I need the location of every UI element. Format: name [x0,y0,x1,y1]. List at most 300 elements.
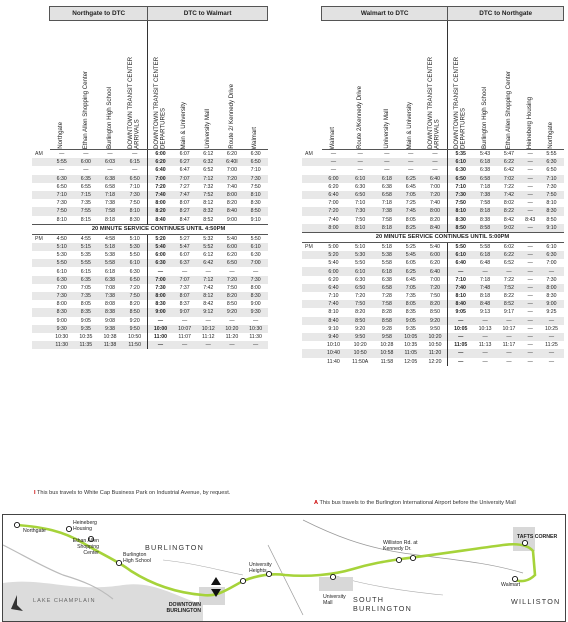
stop-marker-northgate [14,522,19,527]
time-cell: 7:38 [98,292,122,300]
stop-marker-main-university [240,578,245,583]
time-cell: 6:00 [220,243,244,251]
time-cell: 6:10 [448,158,473,166]
table-row [302,308,564,316]
table-row [302,150,564,159]
time-cell: 6:45 [405,183,416,190]
time-cell: 8:20 [220,292,244,300]
time-cell: 6:05 [405,260,416,267]
time-cell: 6:20 [148,158,173,166]
time-cell: 7:35 [74,292,98,300]
time-cell: 6:20 [328,183,339,190]
time-cell: 11:00 [148,333,173,341]
time-cell: 10:05 [448,325,473,333]
time-cell: 6:10 [448,251,473,259]
stop-name: DOWNTOWN TRANSIT CENTER DEPARTURES [453,56,467,149]
time-cell: 9:00 [56,317,67,324]
time-cell: — [244,341,268,349]
time-cell: 10:00 [148,325,173,333]
time-cell: 7:07 [173,175,197,183]
table-row [32,234,268,243]
time-cell: 6:40 [423,175,448,183]
time-cell: 6:30 [250,252,261,259]
time-cell: 7:12 [196,276,220,284]
time-cell: — [473,317,497,325]
time-cell: 7:50 [250,183,261,190]
time-cell: 6:22 [497,158,521,166]
stop-name: DOWNTOWN TRANSIT CENTER DEPARTURES [152,56,167,149]
time-cell: 11:07 [178,334,191,341]
time-cell: 8:02 [503,200,514,207]
time-cell: 8:00 [423,207,448,215]
time-cell: 8:18 [104,216,116,223]
period-label [302,325,322,333]
time-cell: 6:58 [375,191,399,199]
right-schedule-table [302,6,564,366]
stop-marker-university-mall [330,574,335,579]
stop-marker-williston-rd [396,557,401,562]
table-row [32,292,268,300]
period-label [302,333,322,341]
time-cell: 8:30 [250,200,261,207]
time-cell: 7:40 [429,200,441,207]
time-cell: 6:15 [122,158,148,166]
time-cell: — [196,341,220,349]
time-cell: 6:02 [497,242,521,251]
time-cell: — [527,342,533,349]
time-cell: 8:18 [473,207,497,215]
time-cell: 7:30 [56,200,67,207]
time-cell: 8:52 [497,300,521,308]
stop-header [220,21,244,150]
time-cell: — [448,333,473,341]
table-row [32,199,268,207]
table-row [302,300,564,308]
continue-note: 20 MINUTE SERVICE CONTINUES UNTIL 5:00PM [322,232,564,242]
time-cell: — [148,341,173,349]
time-cell: 11:05 [448,341,473,349]
time-cell: 11:58 [380,358,394,365]
time-cell: 8:58 [375,317,399,325]
period-label [302,183,322,191]
road [163,560,243,575]
time-cell: 7:07 [173,276,197,284]
time-cell: — [345,158,375,166]
time-cell: 7:52 [497,284,521,292]
time-cell: 6:20 [328,276,339,283]
time-cell: 8:12 [196,292,220,300]
time-cell: 9:50 [429,325,441,332]
table-row [32,207,268,215]
time-cell: 9:30 [244,308,268,316]
time-cell: 9:10 [250,216,261,223]
time-cell: 9:00 [539,300,563,308]
time-cell: 9:17 [503,309,514,316]
time-cell: 8:15 [80,216,91,223]
time-cell: 8:20 [355,309,366,316]
stop-name: Route 2/ Kennedy Drive [227,84,235,149]
period-label [32,284,50,292]
map-label-burlington: BURLINGTON [145,543,204,552]
time-cell: — [357,151,363,158]
time-cell: 8:22 [497,207,521,215]
time-cell: — [220,341,244,349]
time-cell: — [357,167,363,174]
time-cell: 7:40 [148,191,173,199]
time-cell: 7:10 [539,175,563,183]
time-cell: 7:40 [448,284,473,292]
time-cell: — [497,317,521,325]
table-row [302,341,564,349]
time-cell: 8:05 [80,301,91,308]
time-cell: 6:30 [148,259,173,267]
time-cell: 11:13 [478,342,492,349]
time-cell: 5:30 [56,252,67,259]
time-cell: 7:30 [148,284,173,292]
left-footnote [34,490,270,497]
time-cell: — [473,267,497,275]
time-cell: 7:48 [473,284,497,292]
time-cell: 5:55 [74,259,98,267]
time-cell: 7:08 [104,284,116,291]
stop-name: Burlington High School [105,87,113,149]
time-cell: 7:50 [50,207,74,215]
time-cell: — [408,167,414,174]
time-cell: — [473,349,497,357]
table-row [32,300,268,308]
footnote-text: This bus travels to White Cap Business Park on Industrial Avenue, by request. [37,490,231,496]
time-cell: 5:27 [173,234,197,243]
stop-header-row [302,21,564,150]
group-header-northgate-to-dtc: Northgate to DTC [50,7,148,21]
time-cell: 11:25 [545,342,558,349]
time-cell: 6:00 [322,175,346,183]
time-cell: 9:10 [328,325,339,332]
period-label [302,158,322,166]
time-cell: 7:40 [322,300,346,308]
time-cell: 7:38 [375,207,399,215]
time-cell: 7:10 [355,200,366,207]
period-label [302,166,322,174]
time-cell: 6:58 [104,183,116,190]
time-cell: 11:17 [502,342,516,349]
time-cell: — [527,358,533,365]
time-cell: — [83,151,89,158]
time-cell: — [521,267,540,275]
time-cell: 8:42 [203,301,214,308]
time-cell: 6:45 [405,276,416,283]
stop-name: Route 2/Kennedy Drive [355,85,363,149]
period-label [32,341,50,349]
stop-header [375,21,399,150]
stop-name: Walmart [251,126,259,149]
time-cell: 6:58 [375,284,399,292]
time-cell: 6:37 [173,259,197,267]
time-cell: 6:20 [226,252,237,259]
pm-body [32,234,268,349]
period-label [302,199,322,207]
time-cell: 8:18 [480,293,491,300]
time-cell: 8:07 [179,200,190,207]
period-label: AM [305,150,313,157]
period-label [302,349,322,357]
time-cell: 6:30 [539,251,563,259]
route-map [2,514,566,622]
period-label [32,216,50,225]
time-cell: 12:20 [428,358,442,365]
time-cell: 7:25 [405,200,416,207]
time-cell: 9:28 [381,325,392,332]
time-cell: 8:00 [250,284,261,291]
time-cell: 8:30 [546,293,557,300]
time-cell: 7:20 [129,284,140,291]
time-cell: 7:50 [448,199,473,207]
period-label [302,224,322,233]
time-cell: 10:20 [353,342,367,349]
time-cell: 6:12 [203,151,214,158]
time-cell: 6:27 [173,158,197,166]
time-cell: 8:00 [56,301,67,308]
time-cell: 8:50 [226,301,237,308]
time-cell: 9:40 [322,333,346,341]
time-cell: 5:50 [244,234,268,243]
time-cell: — [408,151,414,158]
time-cell: 7:15 [74,191,98,199]
time-cell: 5:20 [148,234,173,243]
time-cell: 11:50 [122,341,148,349]
time-cell: 7:20 [423,191,448,199]
time-cell: — [182,268,188,275]
time-cell: — [473,333,497,341]
time-cell: 7:20 [322,207,346,215]
time-cell: — [375,158,399,166]
time-cell: 5:18 [98,243,122,251]
time-cell: 5:30 [345,251,375,259]
time-cell: 9:30 [50,325,74,333]
table-row [302,276,564,284]
group-header-dtc-to-northgate: DTC to Northgate [448,7,564,21]
time-cell: 6:40 [148,166,173,174]
time-cell: 8:47 [179,216,190,223]
table-row [302,284,564,292]
time-cell: 5:18 [375,242,399,251]
time-cell: 7:05 [80,284,91,291]
time-cell: 7:18 [480,276,491,283]
time-cell: 8:30 [129,216,140,223]
stop-name: Northgate [547,122,555,149]
time-cell: 5:10 [122,234,148,243]
time-cell: 6:18 [375,267,399,275]
time-cell: 7:50 [129,200,140,207]
period-label [32,191,50,199]
stop-name: Main & University [406,101,414,149]
time-cell: 8:08 [104,301,116,308]
stop-name: DOWNTOWN TRANSIT CENTER ARRIVALS [127,56,141,149]
period-label [302,300,322,308]
time-cell: 6:18 [473,251,497,259]
period-label: AM [35,150,43,157]
time-cell: 7:30 [244,175,268,183]
time-cell: — [527,183,533,190]
time-cell: 5:47 [503,151,514,158]
time-cell: 7:42 [203,284,214,291]
time-cell: — [182,317,188,324]
time-cell: 11:20 [225,334,239,341]
time-cell: 6:18 [375,175,399,183]
time-cell: 6:00 [322,267,346,275]
time-cell: 10:35 [79,334,93,341]
time-cell: 7:18 [98,191,122,199]
time-cell: 7:40 [226,183,237,190]
time-cell: — [521,158,540,166]
time-cell: 6:30 [250,151,261,158]
stop-marker-walmart [512,576,517,581]
period-label [302,207,322,215]
time-cell: — [253,268,259,275]
time-cell: 8:30 [448,216,473,224]
time-cell: 7:30 [122,191,148,199]
time-cell: 7:20 [148,183,173,191]
time-cell: 6:58 [473,175,497,183]
time-cell: 11:12 [201,334,215,341]
time-cell: 8:05 [399,300,423,308]
stop-name: Ethan Allen Shopping Center [81,70,89,149]
time-cell: 5:00 [322,242,346,251]
time-cell: 5:20 [322,251,346,259]
university-mall-area [319,577,353,591]
time-cell: 5:40 [148,243,173,251]
time-cell: 8:48 [473,300,497,308]
period-label [302,358,322,366]
time-cell: 8:30 [244,292,268,300]
period-label [302,267,322,275]
time-cell: 8:30 [539,207,563,215]
time-cell: 6:50 [448,175,473,183]
time-cell: 6:20 [226,151,237,158]
time-cell: 10:50 [128,334,142,341]
time-cell: 7:50 [345,300,375,308]
period-label [32,317,50,325]
stop-name: Main & University [180,101,188,149]
time-cell: 6:00 [74,158,98,166]
table-row [32,341,268,349]
time-cell: 8:10 [244,191,268,199]
map-label-heineberg: Heineberg Housing [73,520,97,532]
time-cell: 11:20 [423,349,448,357]
time-cell: 7:58 [98,207,122,215]
time-cell: 7:10 [328,293,339,300]
period-label [32,276,50,284]
time-cell: 10:20 [423,333,448,341]
map-label-university-mall: University Mall [323,594,346,606]
time-cell: 9:02 [497,224,521,233]
time-cell: 7:30 [244,276,268,284]
table-row [32,166,268,174]
stop-marker-tafts-corner [522,540,527,545]
time-cell: 6:50 [56,183,67,190]
time-cell: 6:38 [98,175,122,183]
time-cell: 9:58 [375,333,399,341]
time-cell: — [83,167,89,174]
stop-header-row [32,21,268,150]
stop-name: Heineberg Housing [525,96,533,149]
time-cell: 8:20 [423,300,448,308]
time-cell: — [432,167,438,174]
time-cell: 7:50 [355,216,366,223]
time-cell: 8:00 [322,224,346,233]
time-cell: 9:00 [148,308,173,316]
time-cell: 7:20 [423,284,448,292]
time-cell: — [59,167,65,174]
period-label [302,191,322,199]
time-cell: 11:30 [249,334,262,341]
am-body [302,150,564,233]
time-cell: 4:55 [74,234,98,243]
period-label [32,267,50,275]
time-cell: 6:50 [546,167,557,174]
stop-marker-heineberg [66,526,71,531]
period-label [32,333,50,341]
time-cell: 7:32 [203,183,214,190]
time-cell: 8:10 [448,207,473,215]
period-label [302,251,322,259]
time-cell: 5:55 [50,158,74,166]
stop-header [196,21,220,150]
time-cell: — [527,293,533,300]
time-cell: — [384,167,390,174]
period-label [302,276,322,284]
time-cell: — [399,158,423,166]
time-cell: 6:38 [381,276,392,283]
table-row [32,284,268,292]
table-row [302,224,564,233]
time-cell: 6:30 [355,276,366,283]
time-cell: 7:40 [328,216,339,223]
table-row [32,216,268,225]
time-cell: — [322,158,346,166]
time-cell: 7:22 [503,276,514,283]
footnote-mark: I [34,490,36,496]
map-label-bhs: Burlington High School [123,552,151,564]
time-cell: 9:50 [122,325,148,333]
period-label [302,284,322,292]
table-row [302,358,564,366]
time-cell: 7:52 [196,191,220,199]
time-cell: 6:10 [244,243,268,251]
stop-header [521,21,540,150]
time-cell: 4:58 [98,234,122,243]
time-cell: 7:10 [50,191,74,199]
time-cell: — [521,284,540,292]
period-label [32,325,50,333]
time-cell: 10:12 [196,325,220,333]
time-cell: — [527,167,533,174]
time-cell: 8:40 [322,317,346,325]
time-cell: 7:18 [381,200,392,207]
time-cell: 10:07 [173,325,197,333]
time-cell: — [497,267,521,275]
time-cell: — [448,358,473,366]
time-cell: 7:10 [448,276,473,284]
time-cell: 5:40 [328,260,339,267]
time-cell: 7:50 [539,191,563,199]
time-cell: 7:37 [179,284,190,291]
time-cell: 5:50 [355,260,366,267]
footnote-text: This bus travels to the Burlington International Airport before the University Mall [319,500,516,506]
period-label [302,292,322,300]
time-cell: 6:30 [355,183,366,190]
period-label [302,259,322,267]
